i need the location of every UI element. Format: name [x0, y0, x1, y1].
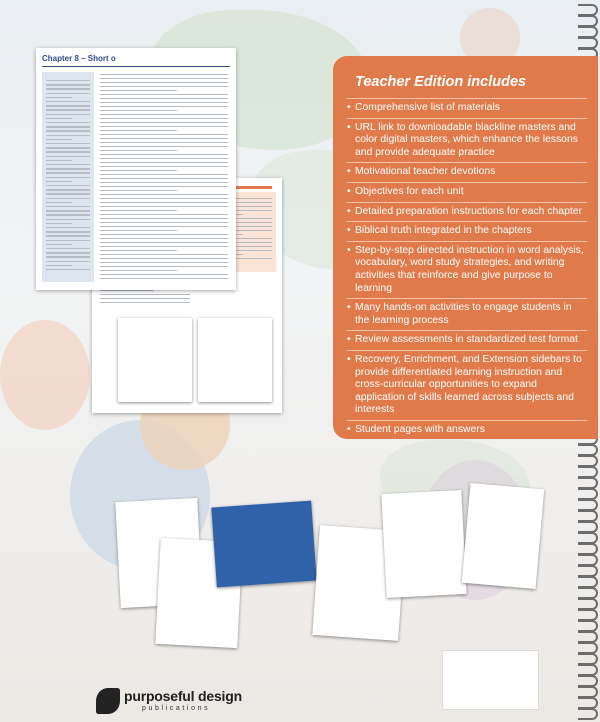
feature-item: • Detailed preparation instructions for each chapter — [347, 202, 587, 222]
text-line — [100, 246, 228, 247]
text-line — [46, 160, 72, 161]
text-line — [46, 214, 90, 215]
text-line — [100, 230, 177, 231]
text-line — [100, 110, 177, 111]
panel-heading: Teacher Edition includes — [355, 74, 527, 90]
feature-item: • Recovery, Enrichment, and Extension sidebars to provide differentiated learning instruction and cross-curricular opportunities to expand application of skills learned across subjects and interests — [347, 350, 587, 420]
text-line — [100, 162, 228, 163]
text-line — [100, 174, 228, 175]
text-line — [46, 105, 90, 106]
feature-item: • Student pages with answers — [347, 420, 587, 440]
child-figure — [0, 320, 90, 430]
student-page-thumb — [462, 483, 544, 589]
text-line — [100, 258, 228, 259]
text-line — [46, 193, 90, 194]
text-line — [100, 206, 228, 207]
text-line — [100, 202, 228, 203]
text-line — [46, 265, 72, 266]
publisher-logo — [96, 688, 256, 716]
text-line — [46, 97, 72, 98]
text-line — [100, 118, 228, 119]
text-line — [46, 256, 90, 257]
text-line — [100, 114, 228, 115]
student-page-thumb — [198, 318, 272, 402]
text-line — [100, 278, 228, 279]
text-line — [46, 231, 90, 232]
text-line — [46, 84, 90, 85]
text-line — [46, 172, 90, 173]
text-line — [100, 198, 228, 199]
text-line — [46, 143, 90, 144]
text-line — [46, 151, 90, 152]
text-line — [46, 252, 90, 253]
text-line — [100, 186, 228, 187]
text-line — [100, 270, 177, 271]
text-line — [46, 244, 72, 245]
text-line — [100, 106, 228, 107]
text-line — [100, 146, 228, 147]
text-line — [46, 80, 90, 81]
text-line — [46, 189, 90, 190]
sample-page-front — [36, 48, 236, 290]
feature-item: • Motivational teacher devotions — [347, 162, 587, 182]
text-line — [100, 298, 190, 299]
text-line — [100, 78, 228, 79]
text-line — [100, 138, 228, 139]
text-line — [100, 242, 228, 243]
text-line — [46, 248, 90, 249]
text-line — [46, 118, 72, 119]
text-line — [100, 210, 177, 211]
text-line — [100, 254, 228, 255]
heading-rule — [42, 66, 230, 67]
text-line — [100, 150, 177, 151]
text-line — [46, 122, 90, 123]
text-line — [46, 147, 90, 148]
text-line — [100, 190, 177, 191]
text-line — [46, 168, 90, 169]
feature-item: • URL link to downloadable blackline masters and color digital masters, which enhance the lessons and provide adequate practice — [347, 118, 587, 163]
text-line — [46, 114, 90, 115]
text-line — [46, 88, 90, 89]
text-line — [100, 134, 228, 135]
teacher-edition-panel — [333, 56, 598, 439]
text-line — [100, 290, 154, 291]
text-line — [46, 202, 72, 203]
feature-item: • Objectives for each unit — [347, 182, 587, 202]
text-line — [100, 238, 228, 239]
text-line — [100, 130, 177, 131]
chapter-title: Chapter 8 – Short o — [42, 54, 116, 63]
text-line — [46, 227, 90, 228]
feature-item: • Comprehensive list of materials — [347, 98, 587, 118]
text-line — [46, 126, 90, 127]
text-line — [100, 234, 228, 235]
text-line — [100, 250, 177, 251]
feature-item: • Biblical truth integrated in the chapters — [347, 221, 587, 241]
logo-name: purposeful design — [124, 688, 242, 704]
feature-item: • Review assessments in standardized test format — [347, 330, 587, 350]
text-line — [100, 226, 228, 227]
text-line — [100, 166, 228, 167]
text-line — [100, 90, 177, 91]
text-line — [46, 109, 90, 110]
text-line — [100, 266, 228, 267]
text-line — [100, 98, 228, 99]
text-line — [46, 139, 72, 140]
student-page-thumb — [381, 490, 466, 598]
text-line — [46, 235, 90, 236]
text-line — [100, 182, 228, 183]
text-line — [46, 101, 90, 102]
student-page-thumb — [118, 318, 192, 402]
text-line — [100, 142, 228, 143]
feature-list — [347, 98, 587, 439]
text-line — [100, 102, 228, 103]
map-activity-thumb — [211, 501, 316, 588]
barcode-sticker — [442, 650, 539, 710]
text-line — [46, 219, 90, 220]
text-line — [100, 194, 228, 195]
text-line — [46, 210, 90, 211]
text-line — [100, 126, 228, 127]
text-line — [46, 156, 90, 157]
text-line — [46, 261, 90, 262]
text-line — [46, 181, 72, 182]
text-line — [100, 274, 228, 275]
text-line — [46, 206, 90, 207]
text-line — [100, 294, 190, 295]
text-line — [100, 74, 228, 75]
text-line — [100, 154, 228, 155]
leaf-icon — [96, 688, 120, 714]
text-line — [100, 86, 228, 87]
text-line — [46, 269, 90, 270]
text-line — [100, 218, 228, 219]
feature-item: • Many hands-on activities to engage students in the learning process — [347, 298, 587, 330]
text-line — [100, 262, 228, 263]
text-line — [100, 222, 228, 223]
coil — [578, 708, 598, 720]
text-line — [46, 164, 90, 165]
text-line — [46, 93, 90, 94]
text-line — [46, 130, 90, 131]
text-line — [46, 185, 90, 186]
logo-subtitle: publications — [142, 705, 211, 712]
text-line — [46, 135, 90, 136]
text-line — [100, 158, 228, 159]
text-line — [46, 240, 90, 241]
text-line — [46, 223, 72, 224]
feature-item: • Step-by-step directed instruction in word analysis, vocabulary, word study strategies, and writing activities that reinforce and give purpose to learning — [347, 241, 587, 298]
text-line — [100, 82, 228, 83]
text-line — [100, 302, 190, 303]
text-line — [100, 214, 228, 215]
text-line — [46, 177, 90, 178]
text-line — [100, 122, 228, 123]
text-line — [46, 198, 90, 199]
text-line — [100, 94, 228, 95]
text-line — [100, 178, 228, 179]
text-line — [100, 170, 177, 171]
